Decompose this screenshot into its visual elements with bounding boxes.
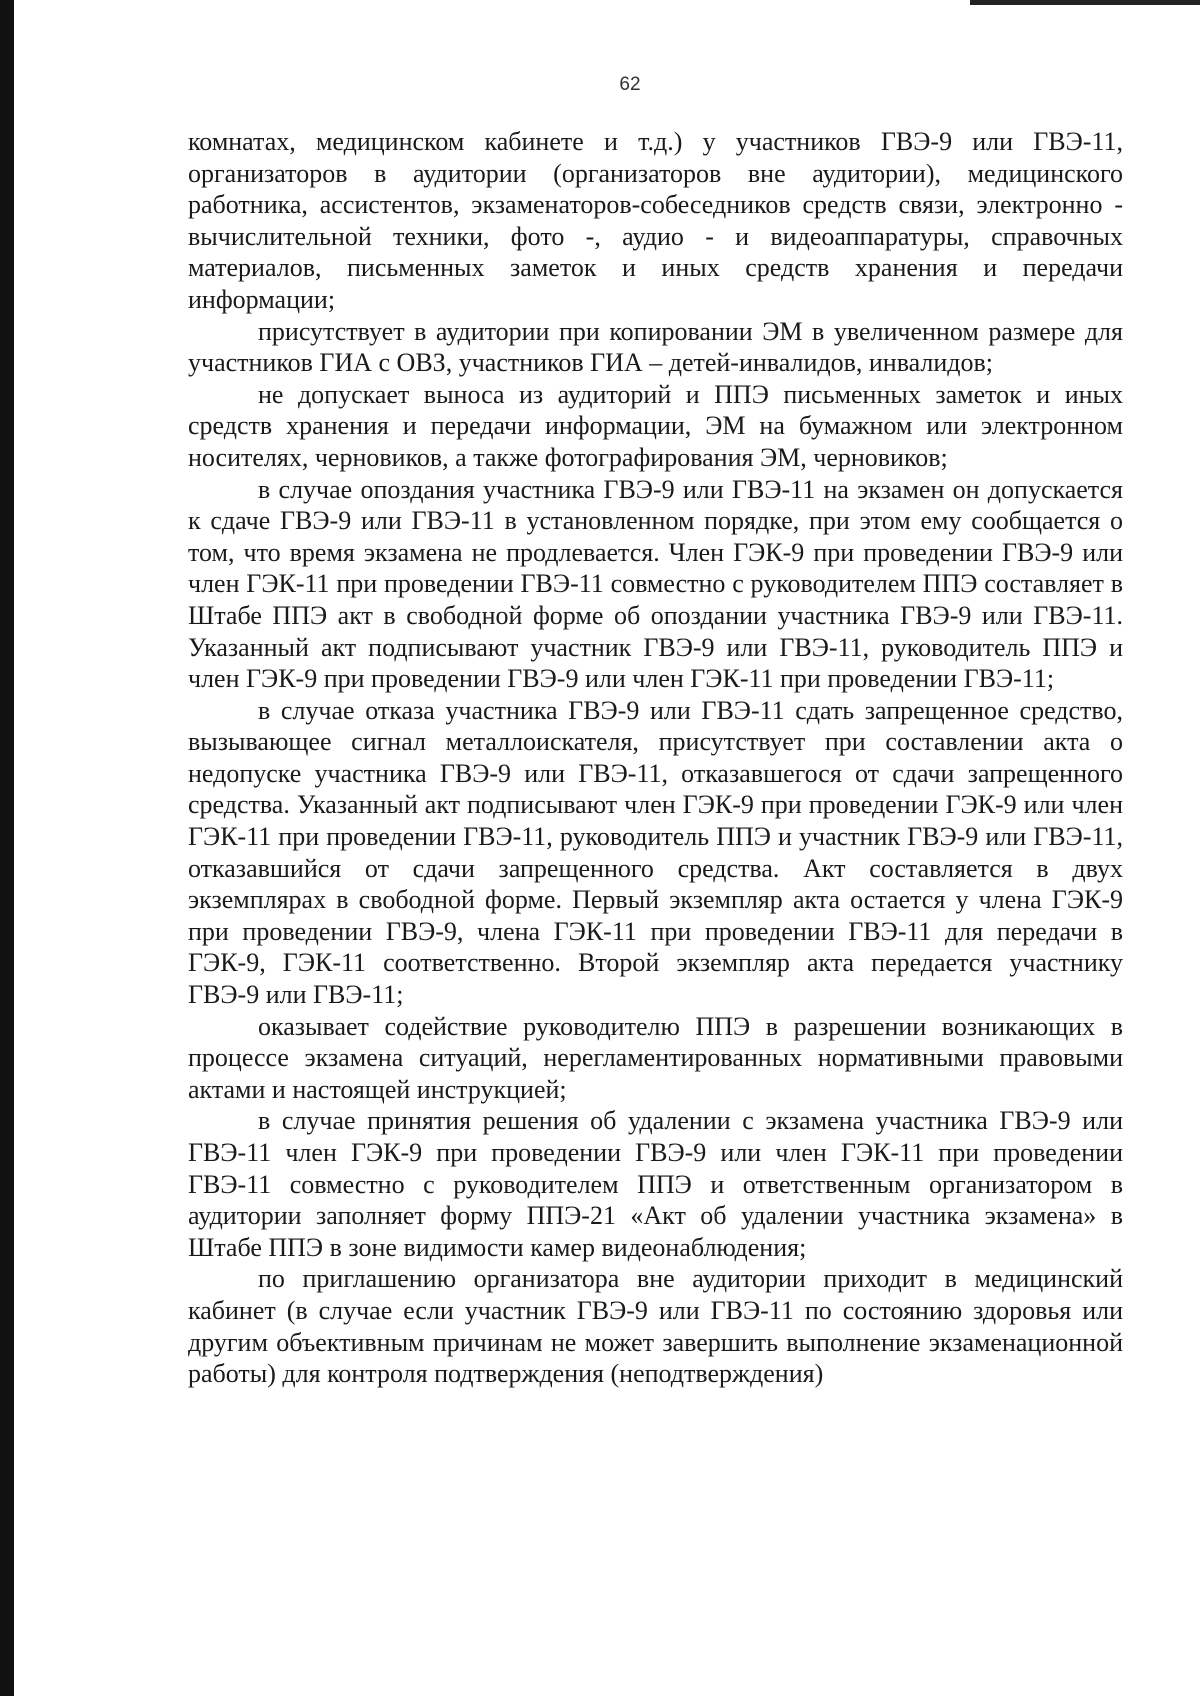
paragraph-medical-office: по приглашению организатора вне аудитории приходит в медицинский кабинет (в случае если участник ГВЭ-9 или ГВЭ-11 по состоянию здоровья или другим объективным причинам не может завершить выполнение экзаменационной работы) для контроля подтверждения (неподтверждения) bbox=[188, 1264, 1123, 1389]
scan-border-top bbox=[970, 0, 1200, 5]
paragraph-assistance: оказывает содействие руководителю ППЭ в разрешении возникающих в процессе экзамена ситуаций, нерегламентированных нормативными правовыми актами и настоящей инструкцией; bbox=[188, 1011, 1123, 1104]
page-number: 62 bbox=[619, 74, 641, 95]
paragraph-late-arrival: в случае опоздания участника ГВЭ-9 или ГВЭ-11 на экзамен он допускается к сдаче ГВЭ-9 или ГВЭ-11 в установленном порядке, при этом ему сообщается о том, что время экзамена не продлевается. Член ГЭК-9 при проведении ГВЭ-9 или член ГЭК-11 при проведении ГВЭ-11 совместно с руководителем ППЭ составляет в Штабе ППЭ акт в свободной форме об опоздании участника ГВЭ-9 или ГВЭ-11. Указанный акт подписывают участник ГВЭ-9 или ГВЭ-11, руководитель ППЭ и член ГЭК-9 при проведении ГВЭ-9 или член ГЭК-11 при проведении ГВЭ-11; bbox=[188, 474, 1123, 694]
document-body bbox=[188, 126, 1123, 1390]
paragraph-no-removal: не допускает выноса из аудиторий и ППЭ письменных заметок и иных средств хранения и передачи информации, ЭМ на бумажном или электронном носителях, черновиков, а также фотографирования ЭМ, черновиков; bbox=[188, 379, 1123, 472]
paragraph-removal-decision: в случае принятия решения об удалении с экзамена участника ГВЭ-9 или ГВЭ-11 член ГЭК-9 при проведении ГВЭ-9 или член ГЭК-11 при проведении ГВЭ-11 совместно с руководителем ППЭ и ответственным организатором в аудитории заполняет форму ППЭ-21 «Акт об удалении участника экзамена» в Штабе ППЭ в зоне видимости камер видеонаблюдения; bbox=[188, 1106, 1123, 1262]
scan-border-left bbox=[0, 0, 14, 1696]
paragraph-refusal-prohibited-item: в случае отказа участника ГВЭ-9 или ГВЭ-11 сдать запрещенное средство, вызывающее сигнал металлоискателя, присутствует при составлении акта о недопуске участника ГВЭ-9 или ГВЭ-11, отказавшегося от сдачи запрещенного средства. Указанный акт подписывают член ГЭК-9 при проведении ГЭК-9 или член ГЭК-11 при проведении ГВЭ-11, руководитель ППЭ и участник ГВЭ-9 или ГВЭ-11, отказавшийся от сдачи запрещенного средства. Акт составляется в двух экземплярах в свободной форме. Первый экземпляр акта остается у члена ГЭК-9 при проведении ГВЭ-9, члена ГЭК-11 при проведении ГВЭ-11 для передачи в ГЭК-9, ГЭК-11 соответственно. Второй экземпляр акта передается участнику ГВЭ-9 или ГВЭ-11; bbox=[188, 695, 1123, 1010]
paragraph-copying-em: присутствует в аудитории при копировании ЭМ в увеличенном размере для участников ГИА с ОВЗ, участников ГИА – детей-инвалидов, инвалидов; bbox=[188, 316, 1123, 378]
paragraph-continuation: комнатах, медицинском кабинете и т.д.) у участников ГВЭ-9 или ГВЭ-11, организаторов в аудитории (организаторов вне аудитории), медицинского работника, ассистентов, экзаменаторов-собеседников средств связи, электронно - вычислительной техники, фото -, аудио - и видеоаппаратуры, справочных материалов, письменных заметок и иных средств хранения и передачи информации; bbox=[188, 127, 1123, 314]
